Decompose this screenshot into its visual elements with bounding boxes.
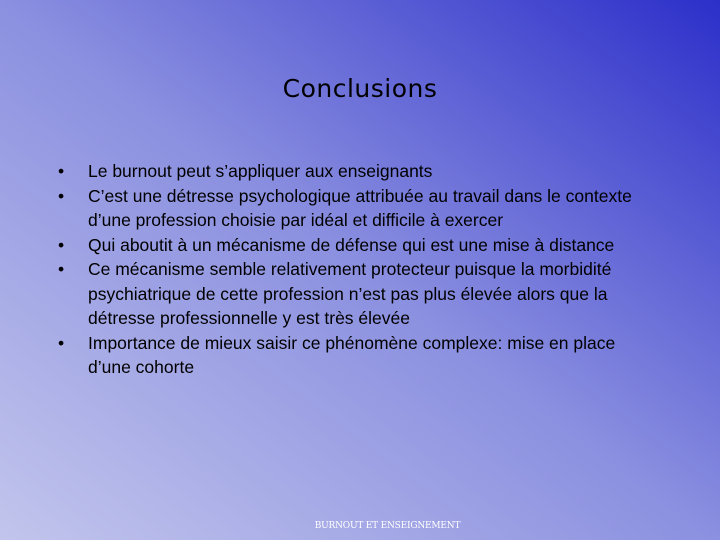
bullet-item [58, 159, 658, 184]
bullet-text: Qui aboutit à un mécanisme de défense qui est une mise à distance [88, 234, 615, 255]
bullet-marker: • [58, 161, 65, 181]
bullet-list [58, 159, 658, 380]
bullet-text: Le burnout peut s’appliquer aux enseignants [88, 161, 433, 181]
slide-footer: BURNOUT ET ENSEIGNEMENT [314, 521, 461, 531]
bullet-text: C’est une détresse psychologique attribuée au travail dans le contexte d’une profession choisie par idéal et difficile à exercer [88, 185, 632, 230]
bullet-marker: • [58, 332, 65, 353]
bullet-marker: • [58, 234, 65, 255]
bullet-item [58, 184, 658, 233]
bullet-item [58, 331, 658, 380]
bullet-marker: • [58, 185, 65, 206]
bullet-text: Ce mécanisme semble relativement protecteur puisque la morbidité psychiatrique de cette profession n’est pas plus élevée alors que la détresse professionnelle y est très élevée [88, 259, 612, 328]
bullet-text: Importance de mieux saisir ce phénomène complexe: mise en place d’une cohorte [88, 332, 616, 377]
slide-title: Conclusions [282, 74, 438, 103]
bullet-marker: • [58, 259, 65, 279]
bullet-item [58, 233, 658, 258]
bullet-item [58, 257, 658, 331]
